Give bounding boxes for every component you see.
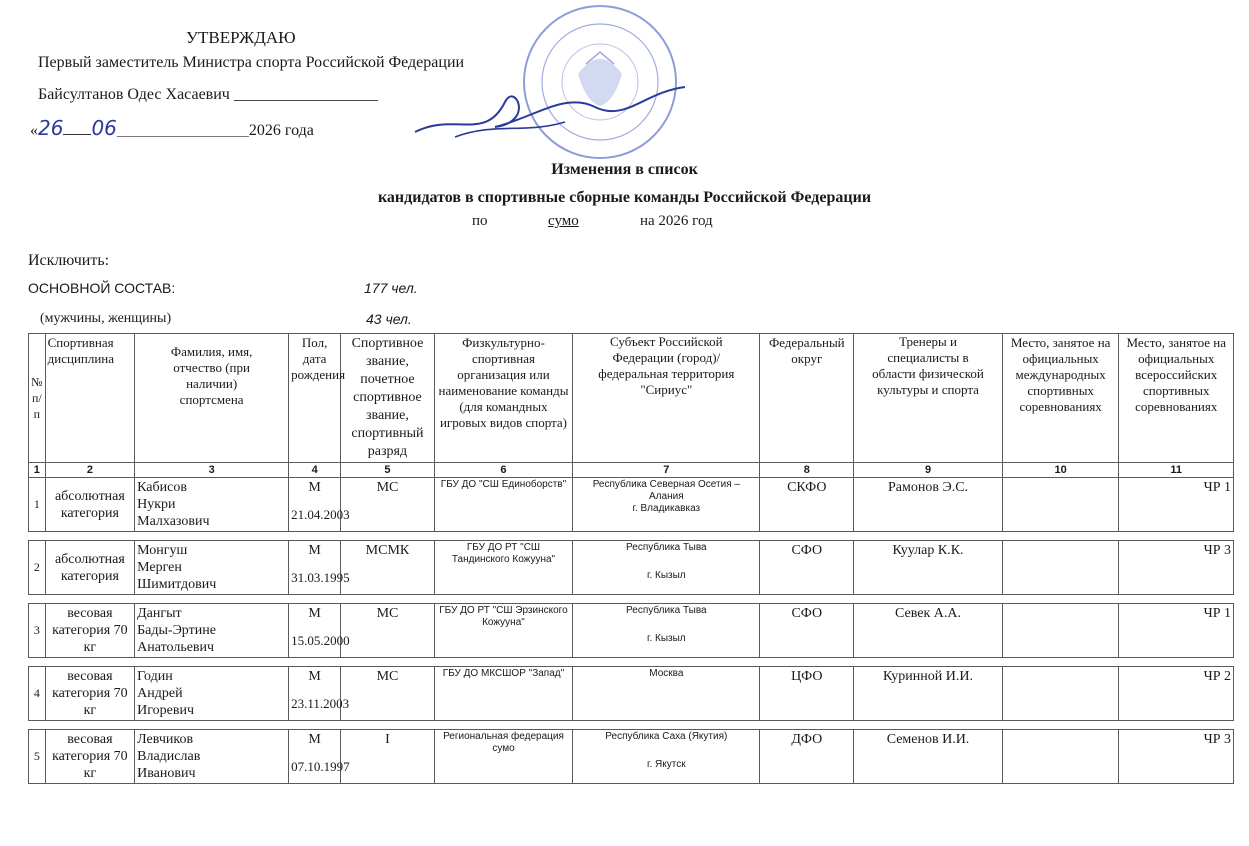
federal-district: СКФО bbox=[760, 478, 854, 532]
row-number: 1 bbox=[29, 478, 46, 532]
region-name: Москва bbox=[649, 668, 684, 679]
region-name: Республика Тыва bbox=[626, 542, 707, 553]
organization: ГБУ ДО МКСШОР "Запад" bbox=[434, 667, 572, 721]
col-sex-birth: Пол, дата рождения bbox=[289, 334, 341, 463]
athlete-name bbox=[135, 541, 289, 595]
coach: Куулар К.К. bbox=[854, 541, 1003, 595]
column-number: 1 bbox=[29, 463, 46, 478]
city: г. Кызыл bbox=[647, 633, 686, 644]
region-name: Республика Тыва bbox=[626, 605, 707, 616]
table-row bbox=[29, 541, 1234, 595]
region bbox=[573, 478, 760, 532]
date-year: 2026 года bbox=[248, 122, 314, 139]
approver-position: Первый заместитель Министра спорта Российской Федерации bbox=[38, 54, 465, 71]
approve-heading: УТВЕРЖДАЮ bbox=[186, 28, 296, 47]
gender-label: (мужчины, женщины) bbox=[40, 311, 172, 326]
middle-name: Анатольевич bbox=[137, 640, 215, 655]
athlete-name bbox=[135, 730, 289, 784]
birth-date: 31.03.1995 bbox=[291, 570, 350, 585]
national-place: ЧР 3 bbox=[1119, 730, 1234, 784]
signature bbox=[395, 72, 695, 152]
col-rank: Спортивное звание, почетное спортивное звание, спортивный разряд bbox=[341, 334, 435, 463]
column-number: 6 bbox=[434, 463, 572, 478]
region bbox=[573, 667, 760, 721]
discipline: весовая категория 70 кг bbox=[45, 604, 134, 658]
first-name: Владислав bbox=[137, 749, 201, 764]
sex-birth bbox=[289, 478, 350, 532]
last-name: Годин bbox=[137, 669, 173, 684]
first-name: Нукри bbox=[137, 497, 176, 512]
main-squad-label: ОСНОВНОЙ СОСТАВ: bbox=[28, 280, 176, 296]
sex-birth bbox=[289, 667, 350, 721]
rank: МС bbox=[341, 667, 435, 721]
rank: МСМК bbox=[341, 541, 435, 595]
col-discipline: Спортивная дисциплина bbox=[45, 334, 134, 463]
international-place bbox=[1002, 604, 1119, 658]
signature-line: __________________ bbox=[233, 86, 378, 103]
column-numbers-row bbox=[29, 463, 1234, 478]
col-federal-district: Федеральный округ bbox=[760, 334, 854, 463]
discipline: абсолютная категория bbox=[45, 541, 134, 595]
middle-name: Малхазович bbox=[137, 514, 210, 529]
last-name: Дангыт bbox=[137, 606, 182, 621]
column-number: 10 bbox=[1002, 463, 1119, 478]
national-place: ЧР 1 bbox=[1119, 478, 1234, 532]
document-subtitle: кандидатов в спортивные сборные команды Российской Федерации bbox=[377, 189, 872, 206]
birth-date: 07.10.1997 bbox=[291, 759, 350, 774]
last-name: Кабисов bbox=[137, 480, 187, 495]
col-coaches: Тренеры и специалисты в области физической культуры и спорта bbox=[854, 334, 1003, 463]
last-name: Левчиков bbox=[137, 732, 194, 747]
first-name: Мерген bbox=[137, 560, 182, 575]
athlete-name bbox=[135, 667, 289, 721]
exclude-label: Исключить: bbox=[28, 252, 110, 269]
coach: Куринной И.И. bbox=[854, 667, 1003, 721]
gender-count: 43 чел. bbox=[366, 311, 412, 327]
column-number: 3 bbox=[135, 463, 289, 478]
row-number: 2 bbox=[29, 541, 46, 595]
federal-district: ДФО bbox=[760, 730, 854, 784]
table-row bbox=[29, 730, 1234, 784]
organization: Региональная федерация сумо bbox=[434, 730, 572, 784]
middle-name: Иванович bbox=[137, 766, 196, 781]
year-label: на 2026 год bbox=[640, 213, 713, 229]
coach: Семенов И.И. bbox=[854, 730, 1003, 784]
approver-name: Байсултанов Одес Хасаевич bbox=[38, 86, 230, 103]
row-number: 5 bbox=[29, 730, 46, 784]
first-name: Бады-Эртине bbox=[137, 623, 216, 638]
coach: Севек А.А. bbox=[854, 604, 1003, 658]
col-number: № п/п bbox=[29, 334, 46, 463]
organization: ГБУ ДО "СШ Единоборств" bbox=[434, 478, 572, 532]
region bbox=[573, 541, 760, 595]
birth-date: 21.04.2003 bbox=[291, 507, 350, 522]
international-place bbox=[1002, 667, 1119, 721]
region-name: Республика Саха (Якутия) bbox=[605, 731, 728, 742]
region bbox=[573, 730, 760, 784]
rank: МС bbox=[341, 604, 435, 658]
organization: ГБУ ДО РТ "СШ Тандинского Кожууна" bbox=[434, 541, 572, 595]
col-region: Субъект Российской Федерации (город)/федеральная территория "Сириус" bbox=[573, 334, 760, 463]
candidates-table bbox=[28, 333, 1234, 784]
sport-label: по bbox=[472, 213, 488, 229]
column-number: 9 bbox=[854, 463, 1003, 478]
table-row bbox=[29, 604, 1234, 658]
international-place bbox=[1002, 478, 1119, 532]
sex-birth bbox=[289, 541, 350, 595]
city: г. Кызыл bbox=[647, 570, 686, 581]
international-place bbox=[1002, 541, 1119, 595]
sex: М bbox=[308, 543, 321, 558]
rank: МС bbox=[341, 478, 435, 532]
column-number: 2 bbox=[45, 463, 134, 478]
document-title: Изменения в список bbox=[551, 161, 698, 178]
last-name: Монгуш bbox=[137, 543, 188, 558]
col-international-place: Место, занятое на официальных международных спортивных соревнованиях bbox=[1002, 334, 1119, 463]
column-number: 4 bbox=[289, 463, 341, 478]
row-number: 3 bbox=[29, 604, 46, 658]
national-place: ЧР 3 bbox=[1119, 541, 1234, 595]
rank: I bbox=[341, 730, 435, 784]
athlete-name bbox=[135, 478, 289, 532]
city: г. Якутск bbox=[647, 759, 686, 770]
middle-name: Игоревич bbox=[137, 703, 194, 718]
column-number: 7 bbox=[573, 463, 760, 478]
date-line: ______________________ bbox=[116, 124, 249, 138]
sport-name: сумо bbox=[548, 213, 579, 229]
date-month: 06 bbox=[91, 116, 117, 140]
discipline: весовая категория 70 кг bbox=[45, 730, 134, 784]
approver-name-line bbox=[38, 86, 378, 104]
col-organization: Физкультурно-спортивная организация или наименование команды (для командных игровых видов спорта) bbox=[434, 334, 572, 463]
national-place: ЧР 2 bbox=[1119, 667, 1234, 721]
row-number: 4 bbox=[29, 667, 46, 721]
athlete-name bbox=[135, 604, 289, 658]
sex: М bbox=[308, 480, 321, 495]
sex: М bbox=[308, 606, 321, 621]
main-squad-count: 177 чел. bbox=[364, 280, 418, 296]
birth-date: 23.11.2003 bbox=[291, 696, 350, 711]
col-national-place: Место, занятое на официальных всероссийских спортивных соревнованиях bbox=[1119, 334, 1234, 463]
federal-district: СФО bbox=[760, 541, 854, 595]
col-fullname: Фамилия, имя, отчество (при наличии) спортсмена bbox=[135, 334, 289, 463]
international-place bbox=[1002, 730, 1119, 784]
federal-district: СФО bbox=[760, 604, 854, 658]
federal-district: ЦФО bbox=[760, 667, 854, 721]
date-day: 26 bbox=[38, 116, 64, 140]
national-place: ЧР 1 bbox=[1119, 604, 1234, 658]
column-number: 8 bbox=[760, 463, 854, 478]
sex-birth bbox=[289, 604, 350, 658]
date-open-quote: « bbox=[30, 122, 38, 139]
discipline: абсолютная категория bbox=[45, 478, 134, 532]
table-row bbox=[29, 478, 1234, 532]
region-name: Республика Северная Осетия – Алания bbox=[592, 479, 740, 502]
middle-name: Шимитдович bbox=[137, 577, 217, 592]
coach: Рамонов Э.С. bbox=[854, 478, 1003, 532]
table-row bbox=[29, 667, 1234, 721]
column-number: 5 bbox=[341, 463, 435, 478]
approval-date bbox=[30, 116, 314, 140]
sex: М bbox=[308, 669, 321, 684]
sex: М bbox=[308, 732, 321, 747]
organization: ГБУ ДО РТ "СШ Эрзинского Кожууна" bbox=[434, 604, 572, 658]
city: г. Владикавказ bbox=[632, 503, 701, 514]
sex-birth bbox=[289, 730, 350, 784]
region bbox=[573, 604, 760, 658]
column-number: 11 bbox=[1119, 463, 1234, 478]
table-header-row bbox=[29, 334, 1234, 463]
first-name: Андрей bbox=[137, 686, 183, 701]
birth-date: 15.05.2000 bbox=[291, 633, 350, 648]
discipline: весовая категория 70 кг bbox=[45, 667, 134, 721]
